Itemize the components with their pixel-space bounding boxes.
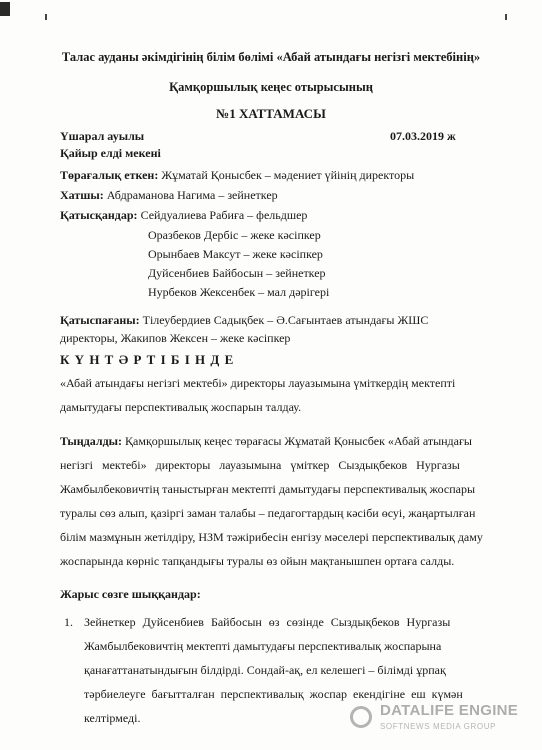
watermark-subtitle: SOFTNEWS MEDIA GROUP — [380, 722, 497, 731]
heard-text-line: туралы сөз алып, қазіргі заман талабы – педагогтардың кәсіби өсуі, жаңартылған — [60, 506, 476, 520]
participant-item: Дуйсенбиев Байбосын – зейнеткер — [148, 266, 326, 280]
agenda-heading: К Ү Н Т Ә Р Т І Б І Н Д Е — [60, 352, 235, 367]
heard-text-line: білім мазмұнын жетілдіру, НЗМ тәжірибесін енгізу мәселері перспективалық даму — [60, 530, 483, 544]
heard-text-line: жоспарында көрніс тапқандығы туралы өз ойын мақтанышпен ортаға салды. — [60, 554, 455, 568]
heard-text-line: Қамқоршылық кеңес төрағасы Жұматай Қонысбек «Абай атындағы — [122, 434, 472, 448]
absent-label: Қатыспағаны: — [60, 313, 140, 327]
protocol-date: 07.03.2019 ж — [390, 129, 456, 143]
scan-edge-mark — [0, 2, 10, 16]
datalife-logo-icon — [350, 706, 372, 728]
chair-value: Жұматай Қонысбек – мәдениет үйінің директоры — [158, 168, 415, 182]
speaker-text-line: келтірмеді. — [84, 711, 141, 725]
participant-item: Нурбеков Жексенбек – мал дәрігері — [148, 285, 330, 299]
header-council-line: Қамқоршылық кеңес отырысының — [169, 80, 373, 94]
list-item-number: 1. — [64, 615, 73, 629]
heard-row — [60, 434, 472, 449]
watermark-title: DATALIFE ENGINE — [380, 702, 519, 719]
speaker-text-line: қанағаттанатындығын білдірді. Сондай-ақ, ел келешегі – білімді ұрпақ — [84, 663, 446, 677]
secretary-row — [60, 188, 278, 203]
watermark — [350, 700, 540, 740]
speakers-heading: Жарыс сөзге шыққандар: — [60, 587, 201, 601]
absent-row — [60, 313, 428, 328]
heard-label: Тыңдалды: — [60, 434, 123, 448]
header-school-line: Талас ауданы әкімдігінің білім бөлімі «Абай атындағы негізгі мектебінің» — [61, 50, 481, 64]
secretary-label: Хатшы: — [60, 188, 104, 202]
secretary-value: Абдраманова Нагима – зейнеткер — [103, 188, 278, 202]
district-name: Қайыр елді мекені — [60, 146, 161, 160]
heard-text-line: Жамбылбековичтің таныстырған мектепті дамытудағы перспективалық жоспары — [60, 482, 476, 496]
scan-tick-mark — [45, 14, 47, 20]
speaker-text-line: Жамбылбековичтің мектепті дамытудағы перспективалық жоспарына — [84, 639, 442, 653]
scan-tick-mark — [505, 14, 507, 20]
participant-item: Сейдуалиева Рабиға – фельдшер — [137, 208, 308, 222]
protocol-title: №1 ХАТТАМАСЫ — [216, 106, 326, 121]
participant-item: Орынбаев Максут – жеке кәсіпкер — [148, 247, 323, 261]
absent-value-continued: директоры, Жакипов Жексен – жеке кәсіпкер — [60, 331, 291, 345]
village-name: Үшарал ауылы — [60, 129, 145, 143]
participants-row — [60, 208, 307, 223]
agenda-text-line: дамытудағы перспективалық жоспарын талдау. — [60, 400, 302, 414]
heard-text-line: негізгі мектебі» директоры лауазымына үміткер Сыздықбеков Нургазы — [60, 458, 460, 472]
absent-value: Тілеубердиев Садықбек – Ә.Сағынтаев атындағы ЖШС — [139, 313, 429, 327]
chair-label: Төрағалық еткен: — [60, 168, 159, 182]
speaker-text-line: тәрбиелеуге бағытталған перспективалық жоспар екендігіне еш күмән — [84, 687, 463, 701]
speaker-text-line: Зейнеткер Дуйсенбиев Байбосын өз сөзінде Сыздықбеков Нургазы — [84, 615, 451, 629]
agenda-text-line: «Абай атындағы негізгі мектебі» директоры лауазымына үміткердің мектепті — [60, 376, 456, 390]
participant-item: Оразбеков Дербіс – жеке кәсіпкер — [148, 228, 321, 242]
chair-row — [60, 168, 414, 183]
participants-label: Қатысқандар: — [60, 208, 138, 222]
